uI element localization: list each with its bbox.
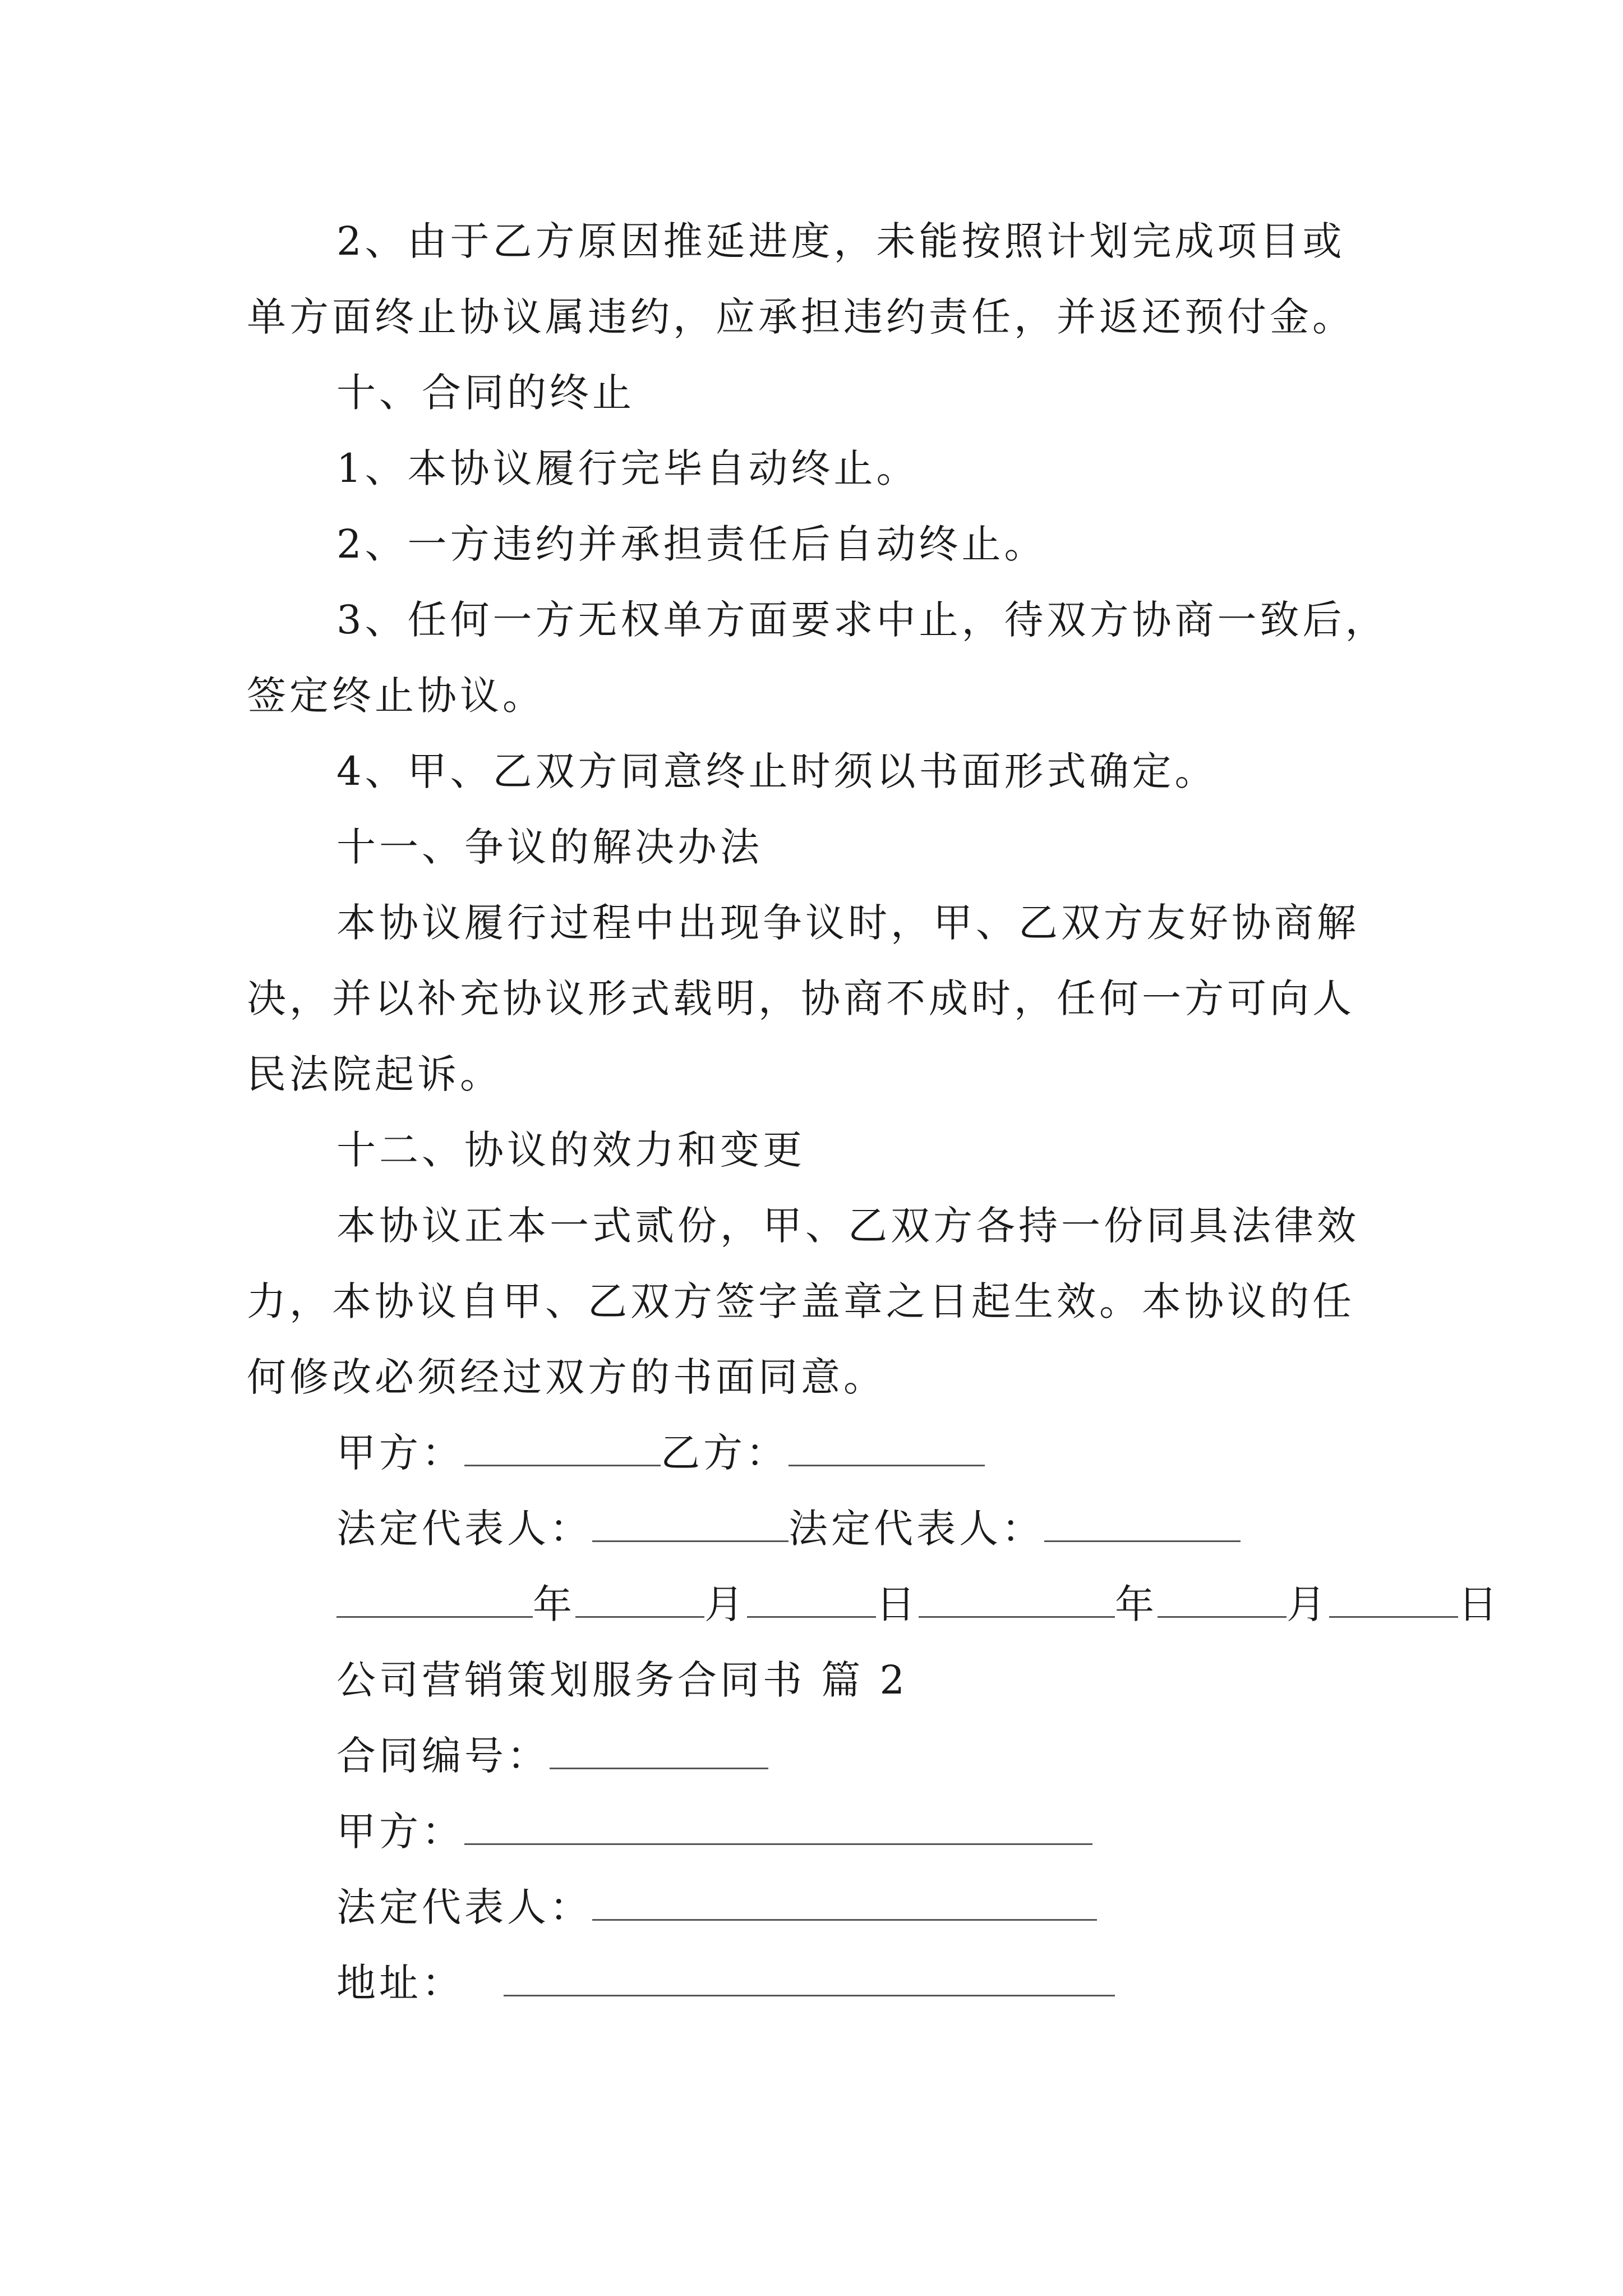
section-2-title: 公司营销策划服务合同书 篇 2 [336,1657,909,1703]
paragraph-line-10: 本协议履行过程中出现争议时，甲、乙双方友好协商解 [336,900,1359,946]
paragraph-line-14: 本协议正本一式贰份，甲、乙双方各持一份同具法律效 [336,1203,1359,1249]
legal-rep-b-blank [1044,1511,1241,1542]
paragraph-line-16: 何修改必须经过双方的书面同意。 [247,1354,886,1400]
day-b-label: 日 [1458,1581,1501,1627]
paragraph-line-11: 决，并以补充协议形式载明，协商不成时，任何一方可向人 [247,976,1355,1022]
party-a-label: 甲方： [336,1430,464,1476]
day-a-label: 日 [876,1581,919,1627]
paragraph-line-12: 民法院起诉。 [247,1051,502,1097]
legal-rep-row [336,1882,1097,1932]
signature-legal-rep-row [336,1503,1241,1554]
legal-rep-a-blank [592,1511,789,1542]
party-b-label: 乙方： [661,1430,789,1476]
signature-date-row [336,1579,1501,1630]
legal-rep-blank-2 [592,1890,1097,1921]
paragraph-line-2: 单方面终止协议属违约，应承担违约责任，并返还预付金。 [247,294,1355,340]
year-a-blank [336,1587,533,1618]
legal-rep-label-2: 法定代表人： [336,1884,592,1930]
month-b-label: 月 [1287,1581,1329,1627]
signature-party-row [336,1428,985,1478]
section-heading-termination: 十、合同的终止 [336,370,635,416]
day-b-blank [1329,1587,1458,1618]
address-row [336,1958,1115,2008]
month-b-blank [1158,1587,1287,1618]
year-a-label: 年 [533,1581,575,1627]
paragraph-line-4: 1、本协议履行完毕自动终止。 [336,445,919,491]
legal-rep-b-label: 法定代表人： [789,1506,1044,1552]
legal-rep-a-label: 法定代表人： [336,1506,592,1552]
year-b-blank [919,1587,1115,1618]
day-a-blank [747,1587,876,1618]
party-a-label-2: 甲方： [336,1809,464,1855]
section-heading-validity: 十二、协议的效力和变更 [336,1127,805,1173]
section-heading-dispute: 十一、争议的解决办法 [336,824,763,870]
paragraph-line-7: 签定终止协议。 [247,673,545,719]
paragraph-line-15: 力，本协议自甲、乙双方签字盖章之日起生效。本协议的任 [247,1278,1355,1324]
party-a-row [336,1806,1092,1857]
paragraph-line-8: 4、甲、乙双方同意终止时须以书面形式确定。 [336,748,1218,794]
month-a-label: 月 [704,1581,747,1627]
party-a-blank [464,1435,661,1466]
contract-number-label: 合同编号： [336,1733,550,1779]
year-b-label: 年 [1115,1581,1158,1627]
party-b-blank [789,1435,985,1466]
address-label: 地址： [336,1960,464,2006]
paragraph-line-5: 2、一方违约并承担责任后自动终止。 [336,521,1047,567]
contract-number-row [336,1731,768,1781]
paragraph-line-6: 3、任何一方无权单方面要求中止，待双方协商一致后， [336,597,1388,643]
address-blank [504,1966,1115,1996]
month-a-blank [575,1587,704,1618]
contract-number-blank [550,1738,768,1769]
party-a-blank-2 [464,1814,1092,1845]
paragraph-line-1: 2、由于乙方原因推延进度，未能按照计划完成项目或 [336,218,1345,264]
